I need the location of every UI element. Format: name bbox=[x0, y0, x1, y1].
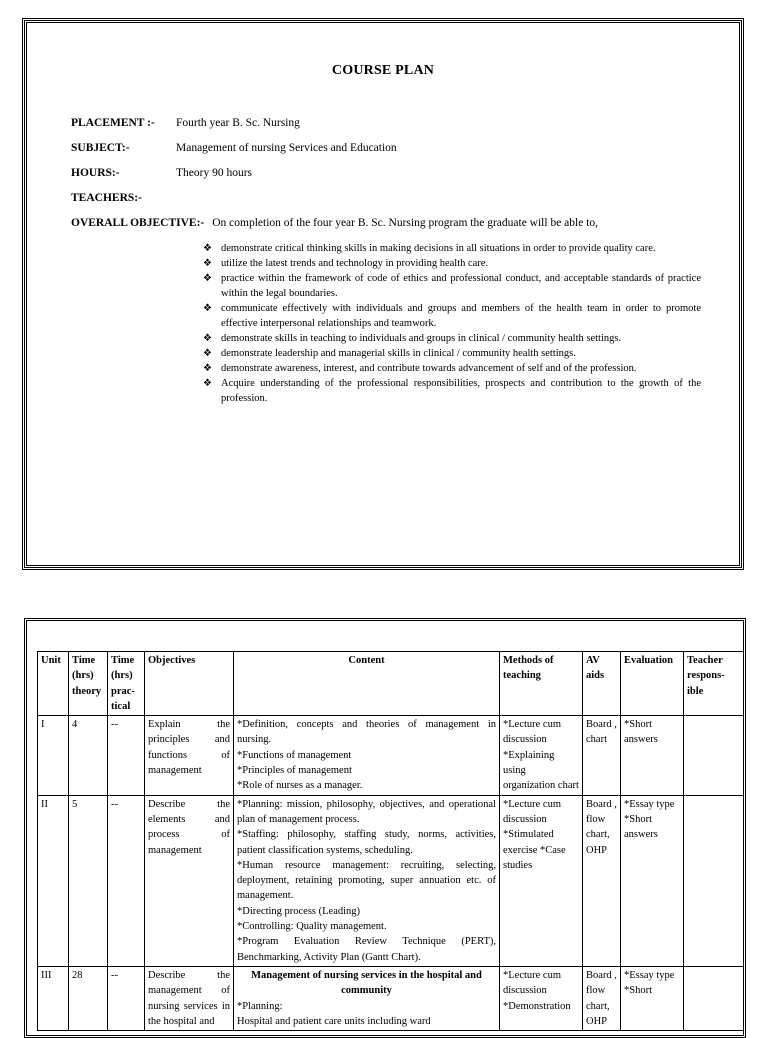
teacher-cell bbox=[684, 716, 744, 795]
unit-cell: III bbox=[38, 966, 69, 1030]
table-row bbox=[38, 716, 744, 795]
unit-plan-page bbox=[24, 618, 746, 1038]
table-header-row bbox=[38, 652, 744, 716]
table-row bbox=[38, 966, 744, 1030]
theory-cell: 5 bbox=[69, 795, 108, 966]
page-title: COURSE PLAN bbox=[331, 63, 435, 78]
header-evaluation: Evaluation bbox=[621, 652, 684, 716]
teachers-label: TEACHERS:- bbox=[71, 192, 142, 204]
header-content: Content bbox=[234, 652, 500, 716]
header-objectives: Objectives bbox=[145, 652, 234, 716]
objective-item: ❖ Acquire understanding of the professional responsibilities, prospects and contribution to the growth of the profession. bbox=[203, 378, 701, 404]
table-row bbox=[38, 795, 744, 966]
objective-cell: Explain the principles and functions of management bbox=[145, 716, 234, 795]
evaluation-cell: *Short answers bbox=[621, 716, 684, 795]
diamond-bullet-icon: ❖ bbox=[203, 258, 212, 269]
overall-objective-label: OVERALL OBJECTIVE:- bbox=[71, 217, 205, 229]
header-methods: Methods of teaching bbox=[500, 652, 583, 716]
objective-cell: Describe the management of nursing services in the hospital and bbox=[145, 966, 234, 1030]
content-cell: Management of nursing services in the hospital and community *Planning: Hospital and patient care units including ward bbox=[234, 966, 500, 1030]
hours-label: HOURS:- bbox=[71, 167, 120, 179]
methods-cell: *Lecture cum discussion *Stimulated exercise *Case studies bbox=[500, 795, 583, 966]
subject-label: SUBJECT:- bbox=[71, 142, 130, 154]
content-cell: *Planning: mission, philosophy, objectives, and operational plan of management process. *Staffing: philosophy, staffing study, norms, activities, patient classification systems, scheduling. *Human resource management: recruiting, selecting, deployment, retaining promoting, super annuation etc. of management. *Directing process (Leading) *Controlling: Quality management. *Program Evaluation Review Technique (PERT), Benchmarking, Activity Plan (Gantt Chart). bbox=[234, 795, 500, 966]
diamond-bullet-icon: ❖ bbox=[203, 348, 212, 359]
methods-cell: *Lecture cum discussion *Explaining using organization chart bbox=[500, 716, 583, 795]
objective-item: ❖ demonstrate skills in teaching to individuals and groups in clinical / community health settings. bbox=[203, 333, 622, 344]
header-time-practical: Time (hrs) prac- tical bbox=[108, 652, 145, 716]
header-time-theory: Time (hrs) theory bbox=[69, 652, 108, 716]
objective-list bbox=[203, 241, 701, 406]
unit-plan-table bbox=[37, 651, 744, 1031]
objective-item: ❖ demonstrate critical thinking skills in making decisions in all situations in order to provide quality care. bbox=[203, 243, 656, 254]
subject-value: Management of nursing Services and Education bbox=[176, 142, 397, 154]
diamond-bullet-icon: ❖ bbox=[203, 363, 212, 374]
objective-item: ❖ communicate effectively with individuals and groups and members of the health team in order to promote effective interpersonal relationships and teamwork. bbox=[203, 303, 701, 329]
diamond-bullet-icon: ❖ bbox=[203, 303, 212, 314]
theory-cell: 28 bbox=[69, 966, 108, 1030]
objective-item: ❖ demonstrate leadership and managerial skills in clinical / community health settings. bbox=[203, 348, 576, 359]
methods-cell: *Lecture cum discussion *Demonstration bbox=[500, 966, 583, 1030]
content-heading: Management of nursing services in the hospital and community bbox=[251, 969, 482, 997]
objective-cell: Describe the elements and process of management bbox=[145, 795, 234, 966]
diamond-bullet-icon: ❖ bbox=[203, 273, 212, 284]
overall-objective-intro: On completion of the four year B. Sc. Nursing program the graduate will be able to, bbox=[212, 217, 599, 229]
unit-cell: II bbox=[38, 795, 69, 966]
course-plan-page bbox=[24, 20, 742, 568]
av-cell: Board , flow chart, OHP bbox=[583, 966, 621, 1030]
placement-value: Fourth year B. Sc. Nursing bbox=[176, 117, 300, 129]
diamond-bullet-icon: ❖ bbox=[203, 333, 212, 344]
evaluation-cell: *Essay type *Short bbox=[621, 966, 684, 1030]
av-cell: Board , flow chart, OHP bbox=[583, 795, 621, 966]
hours-value: Theory 90 hours bbox=[176, 167, 253, 179]
diamond-bullet-icon: ❖ bbox=[203, 243, 212, 254]
objective-item: ❖ practice within the framework of code of ethics and professional conduct, and acceptable standards of practice within the legal boundaries. bbox=[203, 273, 701, 299]
header-unit: Unit bbox=[38, 652, 69, 716]
placement-label: PLACEMENT :- bbox=[71, 117, 155, 129]
teacher-cell bbox=[684, 966, 744, 1030]
practical-cell: -- bbox=[108, 795, 145, 966]
diamond-bullet-icon: ❖ bbox=[203, 378, 212, 389]
objective-item: ❖ utilize the latest trends and technology in providing health care. bbox=[203, 258, 489, 269]
practical-cell: -- bbox=[108, 716, 145, 795]
evaluation-cell: *Essay type *Short answers bbox=[621, 795, 684, 966]
header-av-aids: AV aids bbox=[583, 652, 621, 716]
teacher-cell bbox=[684, 795, 744, 966]
theory-cell: 4 bbox=[69, 716, 108, 795]
av-cell: Board , chart bbox=[583, 716, 621, 795]
practical-cell: -- bbox=[108, 966, 145, 1030]
header-teacher: Teacher respons- ible bbox=[684, 652, 744, 716]
content-cell: *Definition, concepts and theories of management in nursing. *Functions of management *Principles of management *Role of nurses as a manager. bbox=[234, 716, 500, 795]
unit-cell: I bbox=[38, 716, 69, 795]
objective-item: ❖ demonstrate awareness, interest, and contribute towards advancement of self and of the profession. bbox=[203, 363, 637, 374]
overall-objective-row bbox=[71, 217, 598, 229]
